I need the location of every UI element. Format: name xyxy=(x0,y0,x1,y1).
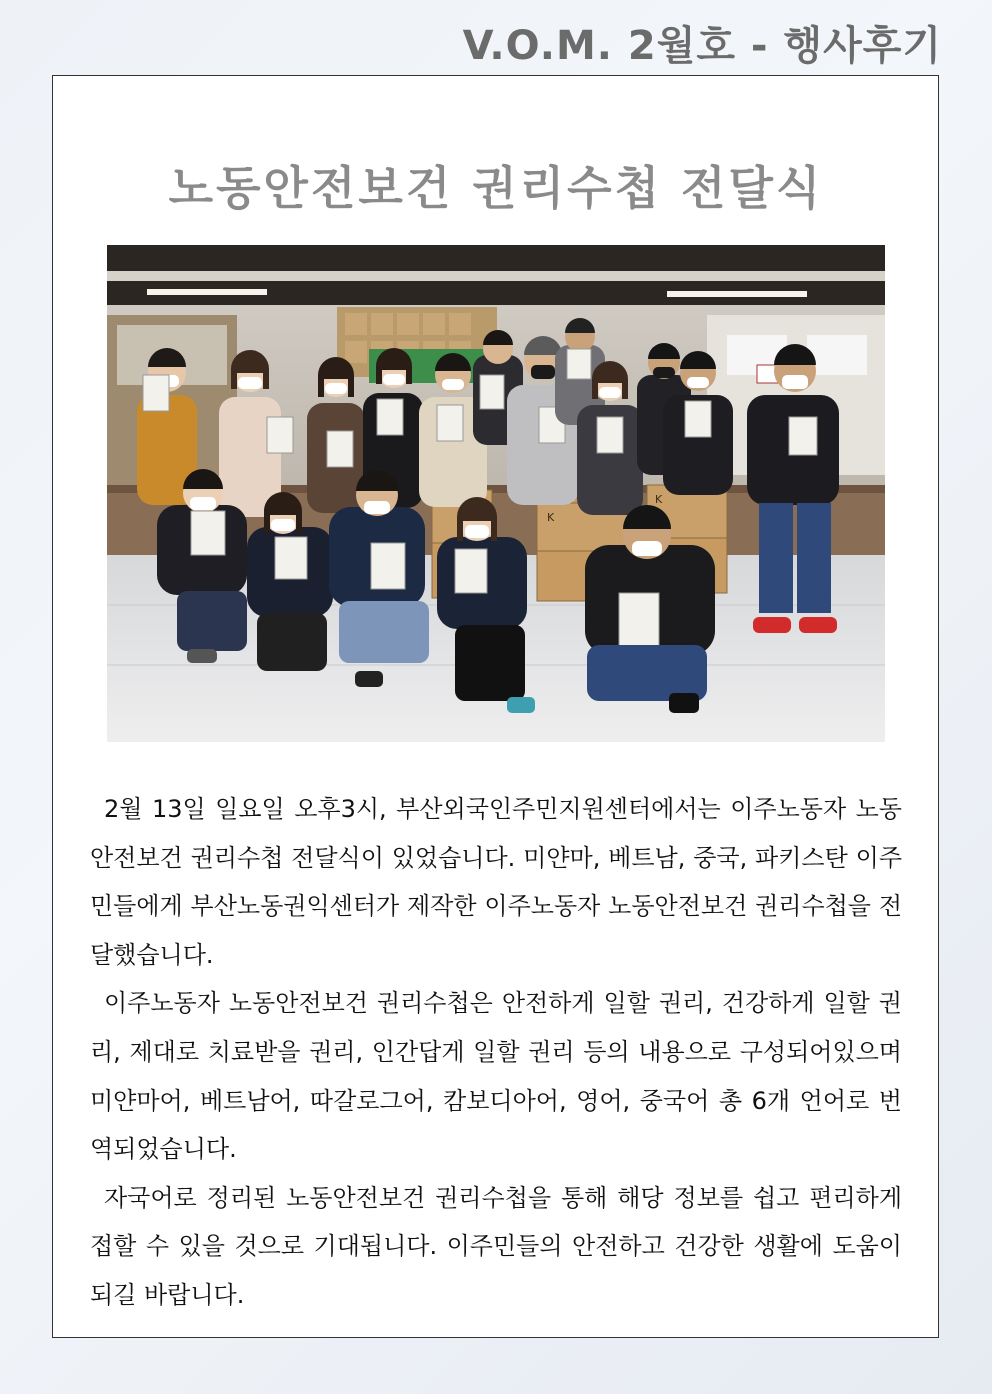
svg-text:K: K xyxy=(655,493,663,506)
article-paragraph: 2월 13일 일요일 오후3시, 부산외국인주민지원센터에서는 이주노동자 노동안전보건 권리수첩 전달식이 있었습니다. 미얀마, 베트남, 중국, 파키스탄 이주민들에게 부산노동권익센터가 제작한 이주노동자 노동안전보건 권리수첩을 전달했습니다. xyxy=(90,795,902,969)
article-paragraph: 이주노동자 노동안전보건 권리수첩은 안전하게 일할 권리, 건강하게 일할 권리, 제대로 치료받을 권리, 인간답게 일할 권리 등의 내용으로 구성되어있으며 미얀마어, 베트남어, 따갈로그어, 캄보디아어, 영어, 중국어 총 6개 언어로 번역되었습니다. xyxy=(90,989,902,1164)
event-photo xyxy=(107,245,885,742)
event-photo-illustration xyxy=(107,245,885,742)
article-paragraph: 자국어로 정리된 노동안전보건 권리수첩을 통해 해당 정보를 쉽고 편리하게 접할 수 있을 것으로 기대됩니다. 이주민들의 안전하고 건강한 생활에 도움이 되길 바랍니다. xyxy=(90,1183,902,1309)
svg-text:K: K xyxy=(547,511,555,524)
page-header-title: V.O.M. 2월호 - 행사후기 xyxy=(462,23,942,69)
article-title: 노동안전보건 권리수첩 전달식 xyxy=(168,161,824,215)
article-body xyxy=(90,785,902,1320)
